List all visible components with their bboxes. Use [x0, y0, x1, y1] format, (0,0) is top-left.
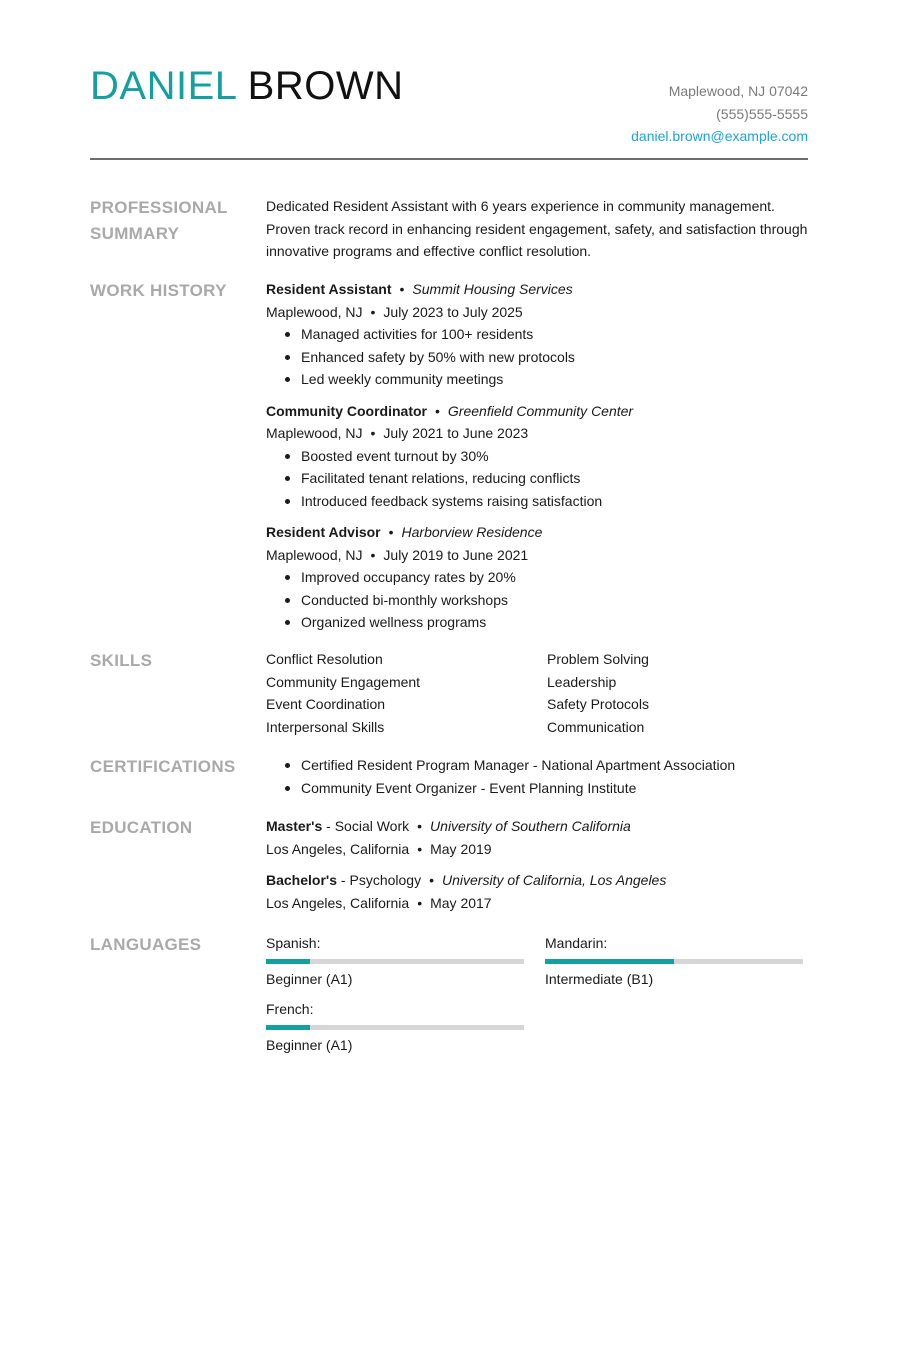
job-bullets: [266, 323, 811, 391]
job-bullets: [266, 566, 811, 634]
education-location: Los Angeles, California: [266, 894, 410, 911]
job-bullet: Introduced feedback systems raising satisfaction: [285, 490, 811, 513]
skill-item: Safety Protocols: [547, 696, 649, 712]
separator-dot: •: [388, 524, 394, 540]
section-title-work: WORK HISTORY: [90, 281, 227, 300]
separator-dot: •: [370, 425, 376, 441]
last-name: BROWN: [247, 64, 404, 108]
first-name: DANIEL: [90, 64, 237, 108]
section-title-education: EDUCATION: [90, 818, 193, 837]
job-company: Harborview Residence: [401, 524, 543, 540]
separator-dot: •: [417, 894, 423, 911]
header-divider: [90, 158, 808, 160]
job-bullets: [266, 445, 811, 513]
proficiency-bar: [266, 959, 524, 964]
candidate-name: [90, 62, 403, 110]
school: University of California, Los Angeles: [441, 872, 667, 888]
section-title-summary: PROFESSIONAL SUMMARY: [90, 198, 228, 243]
proficiency-bar: [266, 1025, 524, 1030]
job-meta: [266, 422, 811, 445]
certifications-list: [266, 754, 811, 799]
separator-dot: •: [370, 546, 376, 563]
job-entry: [266, 278, 811, 391]
degree: Bachelor's: [266, 872, 338, 888]
job-title: Resident Assistant: [266, 281, 392, 297]
skill-item: Communication: [547, 718, 645, 735]
language-level: Beginner (A1): [266, 1037, 353, 1053]
separator-dot: •: [399, 281, 405, 297]
field-of-study: Psychology: [349, 872, 422, 888]
language-level: Beginner (A1): [266, 971, 353, 987]
job-bullet: Boosted event turnout by 30%: [285, 445, 811, 468]
education-meta: [266, 838, 811, 861]
language-name: Spanish:: [266, 935, 321, 951]
skill-item: Community Engagement: [266, 673, 421, 690]
contact-info: [631, 80, 808, 148]
job-location: Maplewood, NJ: [266, 425, 363, 441]
summary-text: Dedicated Resident Assistant with 6 years experience in community management. Proven track record in enhancing resident engagement, safety, and satisfaction through innovative programs and effective conflict resolution.: [266, 198, 808, 259]
proficiency-fill: [266, 959, 310, 964]
skills-grid: [266, 648, 811, 738]
education-date: May 2017: [430, 894, 492, 911]
skill-item: Problem Solving: [547, 651, 649, 667]
education-meta: [266, 892, 811, 915]
section-title-languages: LANGUAGES: [90, 935, 202, 954]
job-company: Greenfield Community Center: [447, 402, 634, 419]
education-header: Bachelor's - Psychology • University of California, Los Angeles: [266, 872, 667, 888]
language-item: [545, 932, 805, 990]
education-entry: [266, 869, 811, 914]
separator-dot: •: [435, 402, 440, 419]
certification-bullets: [266, 754, 811, 799]
job-bullet: Improved occupancy rates by 20%: [285, 566, 811, 589]
job-header: [266, 521, 811, 544]
job-dates: July 2023 to July 2025: [383, 303, 523, 320]
job-company: Summit Housing Services: [412, 281, 573, 297]
language-item: [266, 998, 545, 1056]
language-item: [266, 932, 545, 990]
proficiency-fill: [266, 1025, 310, 1030]
section-title-skills: SKILLS: [90, 651, 153, 670]
job-bullet: Organized wellness programs: [285, 611, 811, 634]
field-of-study: Social Work: [334, 818, 410, 834]
work-history-list: [266, 278, 811, 643]
skill-item: Conflict Resolution: [266, 651, 383, 667]
job-location: Maplewood, NJ: [266, 303, 363, 320]
separator-dot: •: [429, 872, 434, 888]
education-header: Master's - Social Work • University of Southern California: [266, 818, 631, 834]
phone: (555)555-5555: [716, 105, 808, 122]
education-location: Los Angeles, California: [266, 840, 410, 857]
certification-item: Community Event Organizer - Event Planning Institute: [285, 777, 811, 800]
certification-item: Certified Resident Program Manager - National Apartment Association: [285, 754, 811, 777]
job-meta: [266, 544, 811, 567]
languages-grid: [266, 932, 811, 1056]
email-link[interactable]: daniel.brown@example.com: [631, 128, 808, 144]
job-bullet: Led weekly community meetings: [285, 368, 811, 391]
education-entry: [266, 815, 811, 860]
section-title-certifications: CERTIFICATIONS: [90, 757, 236, 776]
job-meta: [266, 301, 811, 324]
job-header: [266, 278, 811, 301]
job-entry: [266, 400, 811, 513]
job-bullet: Managed activities for 100+ residents: [285, 323, 811, 346]
school: University of Southern California: [430, 818, 631, 834]
job-entry: [266, 521, 811, 634]
job-dates: July 2021 to June 2023: [383, 425, 529, 441]
separator-dot: •: [417, 840, 423, 857]
language-name: French:: [266, 1001, 314, 1017]
proficiency-fill: [545, 959, 674, 964]
proficiency-bar: [545, 959, 803, 964]
job-header: [266, 400, 811, 423]
education-list: [266, 815, 811, 923]
skill-item: Event Coordination: [266, 696, 386, 712]
job-bullet: Facilitated tenant relations, reducing conflicts: [285, 467, 811, 490]
language-name: Mandarin:: [545, 935, 608, 951]
job-title: Resident Advisor: [266, 524, 381, 540]
job-dates: July 2019 to June 2021: [383, 546, 529, 563]
education-date: May 2019: [430, 840, 492, 857]
job-title: Community Coordinator: [266, 402, 427, 419]
skill-item: Interpersonal Skills: [266, 718, 385, 735]
job-bullet: Conducted bi-monthly workshops: [285, 589, 811, 612]
degree: Master's: [266, 818, 323, 834]
separator-dot: •: [370, 303, 376, 320]
address: Maplewood, NJ 07042: [668, 83, 808, 99]
skill-item: Leadership: [547, 673, 617, 690]
job-bullet: Enhanced safety by 50% with new protocols: [285, 346, 811, 369]
job-location: Maplewood, NJ: [266, 546, 363, 563]
language-level: Intermediate (B1): [545, 971, 654, 987]
separator-dot: •: [417, 818, 423, 834]
